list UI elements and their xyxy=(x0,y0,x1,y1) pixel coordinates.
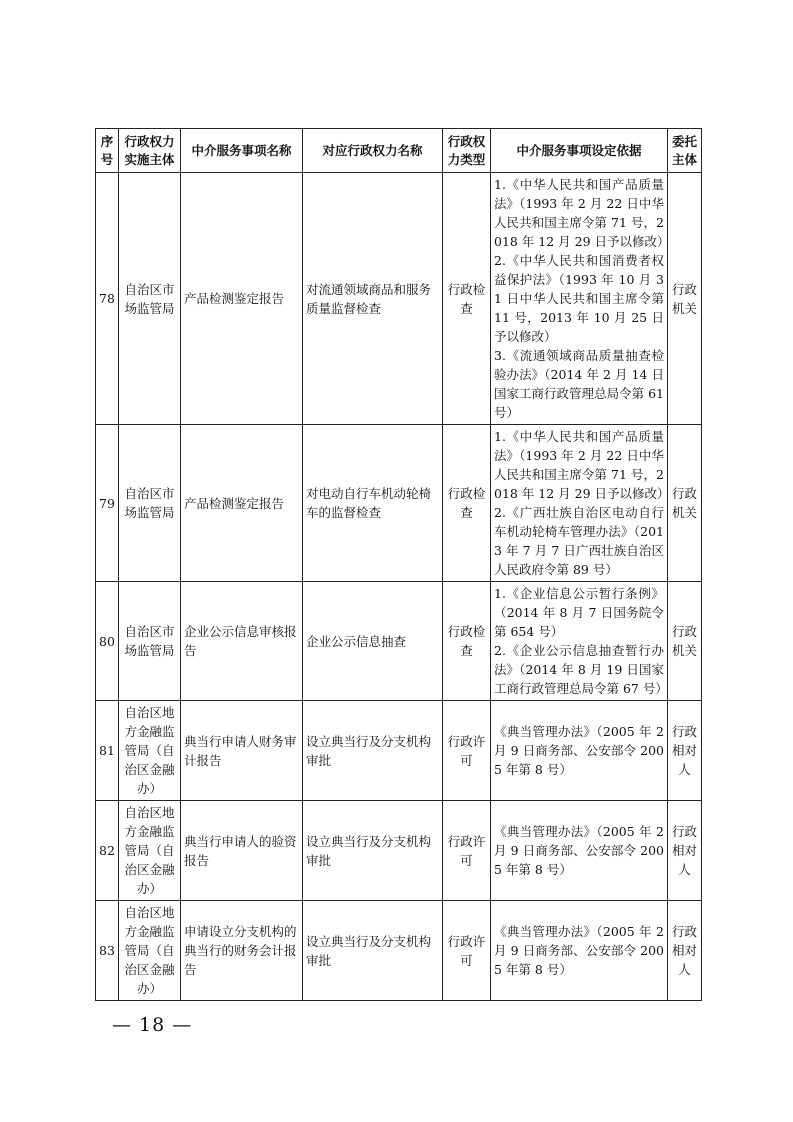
table-row xyxy=(96,425,702,582)
cell-basis xyxy=(491,173,668,425)
cell-subject: 自治区市场监管局 xyxy=(119,582,181,701)
cell-basis xyxy=(491,901,668,1001)
cell-seq: 81 xyxy=(96,701,119,801)
cell-power: 对流通领域商品和服务质量监督检查 xyxy=(303,173,443,425)
cell-item: 申请设立分支机构的典当行的财务会计报告 xyxy=(181,901,303,1001)
header-power: 对应行政权力名称 xyxy=(303,129,443,173)
table-row xyxy=(96,801,702,901)
basis-line: 1.《中华人民共和国产品质量法》（1993 年 2 月 22 日中华人民共和国主席令第 71 号，2018 年 12 月 29 日予以修改） xyxy=(494,177,670,249)
cell-item: 典当行申请人财务审计报告 xyxy=(181,701,303,801)
header-subject: 行政权力实施主体 xyxy=(119,129,181,173)
cell-item: 产品检测鉴定报告 xyxy=(181,425,303,582)
table-row xyxy=(96,173,702,425)
cell-seq: 78 xyxy=(96,173,119,425)
basis-line: 2.《企业公示信息抽查暂行办法》（2014 年 8 月 19 日国家工商行政管理总局令第 67 号） xyxy=(494,643,668,696)
cell-type: 行政检查 xyxy=(443,173,491,425)
cell-entrust: 行政机关 xyxy=(668,582,702,701)
header-seq: 序号 xyxy=(96,129,119,173)
cell-type: 行政检查 xyxy=(443,582,491,701)
header-entrust: 委托主体 xyxy=(668,129,702,173)
cell-item: 企业公示信息审核报告 xyxy=(181,582,303,701)
cell-entrust: 行政相对人 xyxy=(668,801,702,901)
basis-line: 《典当管理办法》（2005 年 2 月 9 日商务部、公安部令 2005 年第 8 号） xyxy=(494,924,664,977)
table-row xyxy=(96,701,702,801)
cell-seq: 79 xyxy=(96,425,119,582)
cell-entrust: 行政机关 xyxy=(668,425,702,582)
basis-line: 1.《企业信息公示暂行条例》（2014 年 8 月 7 日国务院令第 654 号） xyxy=(494,586,664,639)
header-basis: 中介服务事项设定依据 xyxy=(491,129,668,173)
page-number: — 18 — xyxy=(112,1014,193,1036)
header-item: 中介服务事项名称 xyxy=(181,129,303,173)
cell-entrust: 行政相对人 xyxy=(668,901,702,1001)
cell-power: 设立典当行及分支机构审批 xyxy=(303,801,443,901)
basis-line: 2.《广西壮族自治区电动自行车机动轮椅车管理办法》（2013 年 7 月 7 日广西壮族自治区人民政府令第 89 号） xyxy=(494,505,664,577)
basis-line: 1.《中华人民共和国产品质量法》（1993 年 2 月 22 日中华人民共和国主席令第 71 号，2018 年 12 月 29 日予以修改） xyxy=(494,429,670,501)
cell-type: 行政许可 xyxy=(443,901,491,1001)
header-type: 行政权力类型 xyxy=(443,129,491,173)
cell-subject: 自治区市场监管局 xyxy=(119,425,181,582)
basis-line: 2.《中华人民共和国消费者权益保护法》（1993 年 10 月 31 日中华人民共和国主席令第 11 号，2013 年 10 月 25 日予以修改） xyxy=(494,253,664,344)
cell-subject: 自治区市场监管局 xyxy=(119,173,181,425)
cell-item: 典当行申请人的验资报告 xyxy=(181,801,303,901)
cell-power: 企业公示信息抽查 xyxy=(303,582,443,701)
cell-basis xyxy=(491,801,668,901)
cell-subject: 自治区地方金融监管局（自治区金融办） xyxy=(119,801,181,901)
cell-power: 设立典当行及分支机构审批 xyxy=(303,901,443,1001)
cell-basis xyxy=(491,701,668,801)
cell-subject: 自治区地方金融监管局（自治区金融办） xyxy=(119,701,181,801)
cell-type: 行政许可 xyxy=(443,801,491,901)
cell-basis xyxy=(491,425,668,582)
cell-seq: 83 xyxy=(96,901,119,1001)
basis-line: 《典当管理办法》（2005 年 2 月 9 日商务部、公安部令 2005 年第 8 号） xyxy=(494,824,664,877)
cell-subject: 自治区地方金融监管局（自治区金融办） xyxy=(119,901,181,1001)
cell-basis xyxy=(491,582,668,701)
cell-entrust: 行政机关 xyxy=(668,173,702,425)
cell-seq: 82 xyxy=(96,801,119,901)
table-row xyxy=(96,582,702,701)
cell-item: 产品检测鉴定报告 xyxy=(181,173,303,425)
table-header-row xyxy=(96,129,702,173)
cell-type: 行政许可 xyxy=(443,701,491,801)
cell-type: 行政检查 xyxy=(443,425,491,582)
cell-power: 对电动自行车机动轮椅车的监督检查 xyxy=(303,425,443,582)
cell-seq: 80 xyxy=(96,582,119,701)
service-items-table xyxy=(95,128,702,1001)
table-row xyxy=(96,901,702,1001)
basis-line: 《典当管理办法》（2005 年 2 月 9 日商务部、公安部令 2005 年第 8 号） xyxy=(494,724,664,777)
basis-line: 3.《流通领域商品质量抽查检验办法》（2014 年 2 月 14 日国家工商行政管理总局令第 61 号） xyxy=(494,348,664,420)
cell-power: 设立典当行及分支机构审批 xyxy=(303,701,443,801)
cell-entrust: 行政相对人 xyxy=(668,701,702,801)
